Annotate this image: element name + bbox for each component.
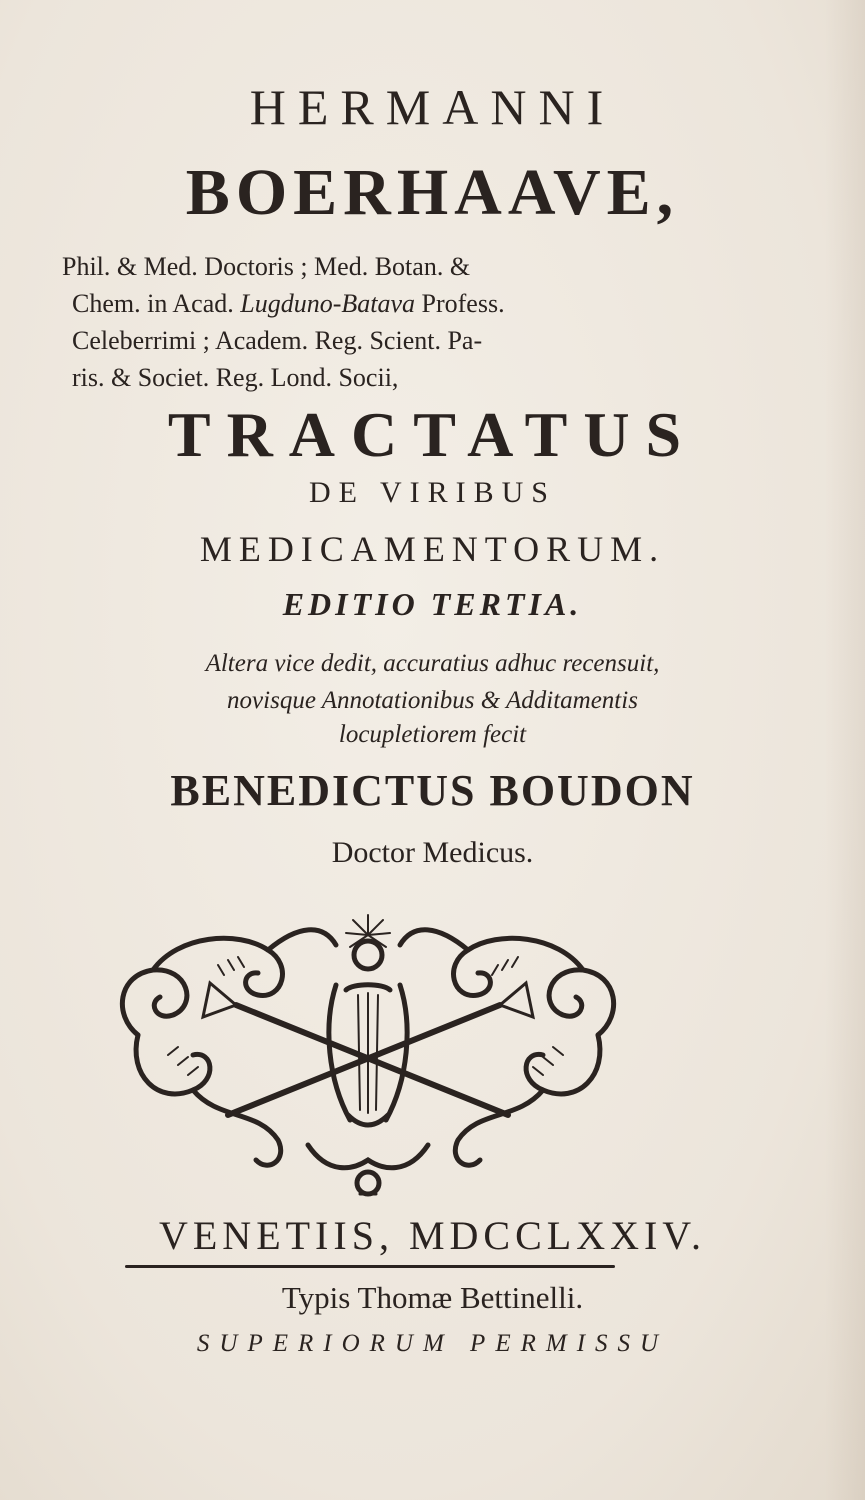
- editor-name: BENEDICTUS BOUDON: [170, 766, 695, 815]
- author-titles-text: Celeberrimi ; Academ. Reg. Scient. Pa-: [72, 326, 483, 355]
- author-titles-text: ris. & Societ. Reg. Lond. Socii,: [72, 363, 399, 392]
- author-titles: [62, 248, 712, 396]
- imprint-rule: [125, 1265, 615, 1268]
- work-title: TRACTATUS: [167, 399, 698, 470]
- editor-note-line-1: Altera vice dedit, accuratius adhuc recensuit,: [205, 650, 660, 677]
- work-subtitle-2: MEDICAMENTORUM.: [199, 529, 666, 569]
- printer-line: Typis Thomæ Bettinelli.: [281, 1280, 584, 1315]
- work-subtitle-1: DE VIRIBUS: [309, 476, 556, 509]
- permission-line: SUPERIORUM PERMISSU: [196, 1330, 669, 1357]
- author-titles-line: [62, 322, 712, 359]
- lyre-trumpets-vignette-icon: [108, 905, 628, 1200]
- author-titles-line: [62, 248, 712, 285]
- author-titles-text: Lugduno-Batava: [240, 289, 416, 318]
- imprint-place-date: VENETIIS, MDCCLXXIV.: [158, 1213, 707, 1258]
- author-titles-text: Chem. in Acad.: [72, 289, 241, 318]
- author-forename: HERMANNI: [249, 79, 616, 135]
- author-titles-text: Phil. & Med. Doctoris ; Med. Botan. &: [62, 252, 471, 281]
- author-titles-text: Profess.: [415, 289, 505, 318]
- author-surname: BOERHAAVE,: [185, 156, 680, 229]
- author-titles-line: [62, 285, 712, 322]
- editor-note-line-2: novisque Annotationibus & Additamentis: [227, 687, 638, 714]
- editor-title: Doctor Medicus.: [331, 836, 534, 869]
- edition-statement: EDITIO TERTIA.: [282, 586, 583, 622]
- author-titles-line: [62, 359, 712, 396]
- editor-note-line-3: locupletiorem fecit: [338, 721, 527, 748]
